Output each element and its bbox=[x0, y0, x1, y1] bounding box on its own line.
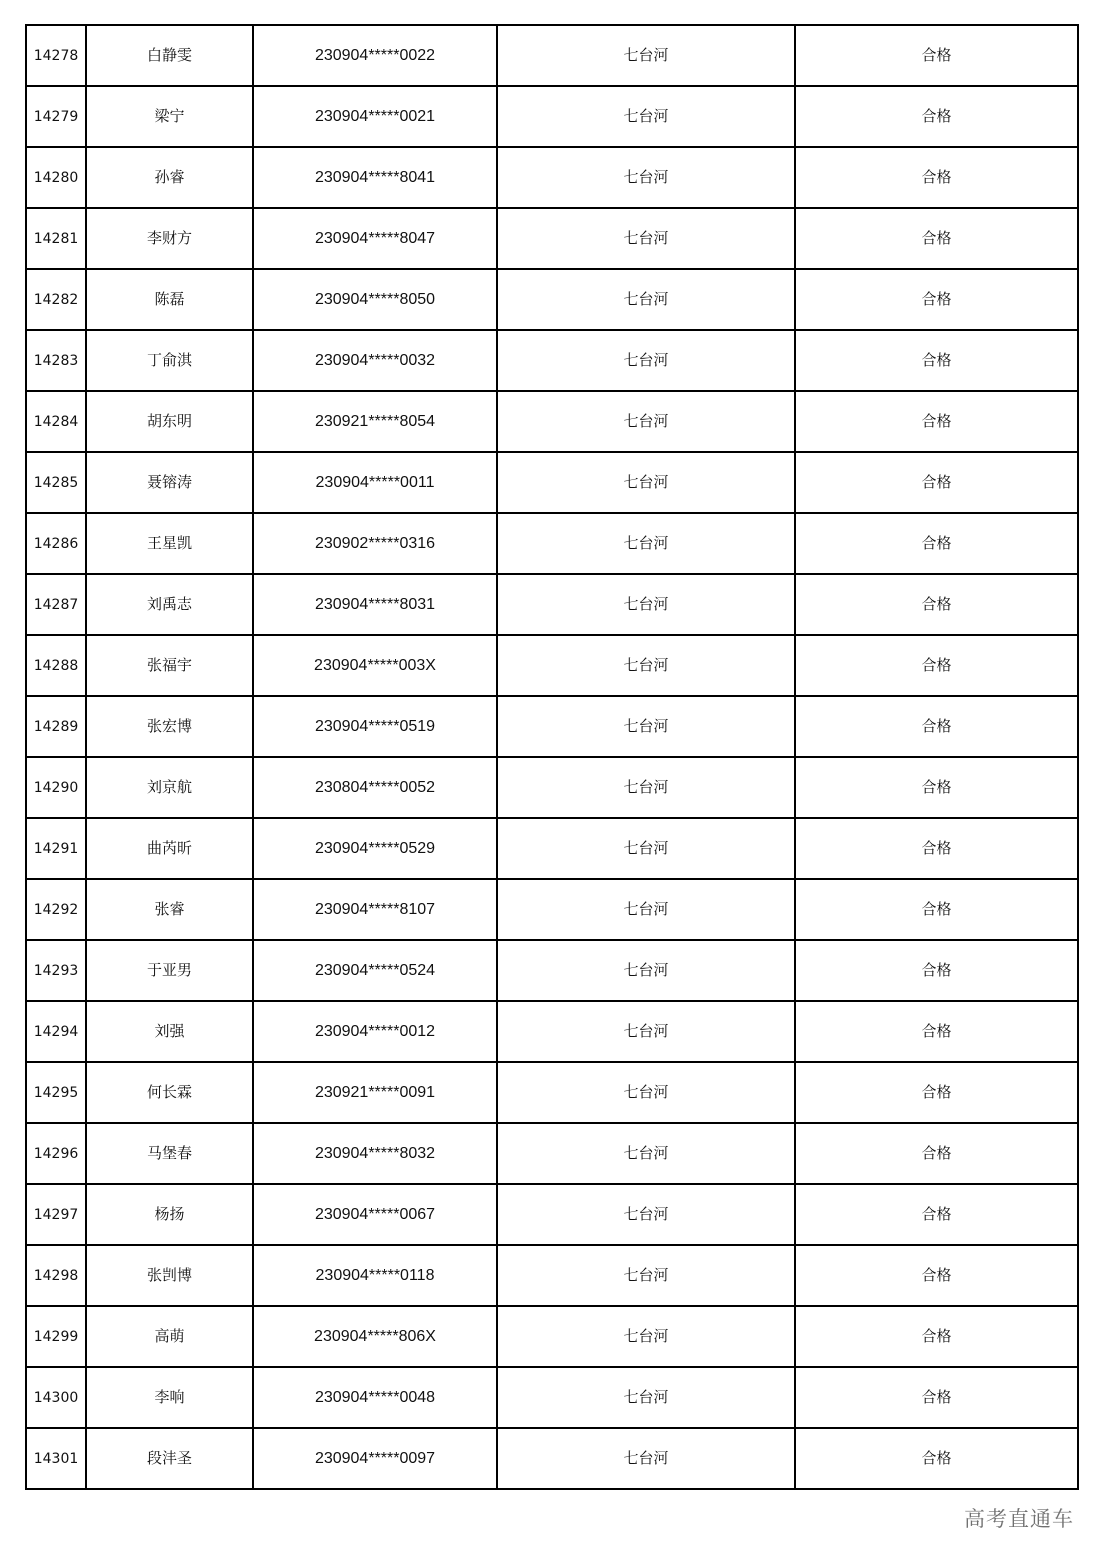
roster-body bbox=[26, 25, 1078, 1489]
candidate-name-cell: 曲芮昕 bbox=[86, 818, 253, 879]
table-row bbox=[26, 1123, 1078, 1184]
row-number-cell: 14292 bbox=[26, 879, 86, 940]
id-number-cell: 230804*****0052 bbox=[253, 757, 497, 818]
candidate-name-cell: 王星凯 bbox=[86, 513, 253, 574]
result-status-cell: 合格 bbox=[795, 1184, 1078, 1245]
candidate-name-cell: 段沣圣 bbox=[86, 1428, 253, 1489]
region-cell: 七台河 bbox=[497, 574, 795, 635]
table-row bbox=[26, 635, 1078, 696]
candidate-name-cell: 刘禹志 bbox=[86, 574, 253, 635]
row-number-cell: 14282 bbox=[26, 269, 86, 330]
candidate-name-cell: 马堡春 bbox=[86, 1123, 253, 1184]
region-cell: 七台河 bbox=[497, 391, 795, 452]
region-cell: 七台河 bbox=[497, 757, 795, 818]
region-cell: 七台河 bbox=[497, 208, 795, 269]
candidate-name-cell: 刘强 bbox=[86, 1001, 253, 1062]
row-number-cell: 14300 bbox=[26, 1367, 86, 1428]
id-number-cell: 230902*****0316 bbox=[253, 513, 497, 574]
table-row bbox=[26, 1428, 1078, 1489]
row-number-cell: 14287 bbox=[26, 574, 86, 635]
table-row bbox=[26, 1306, 1078, 1367]
candidate-name-cell: 杨扬 bbox=[86, 1184, 253, 1245]
result-status-cell: 合格 bbox=[795, 1123, 1078, 1184]
table-row bbox=[26, 86, 1078, 147]
row-number-cell: 14280 bbox=[26, 147, 86, 208]
table-row bbox=[26, 696, 1078, 757]
row-number-cell: 14295 bbox=[26, 1062, 86, 1123]
id-number-cell: 230904*****0032 bbox=[253, 330, 497, 391]
region-cell: 七台河 bbox=[497, 1123, 795, 1184]
table-row bbox=[26, 940, 1078, 1001]
region-cell: 七台河 bbox=[497, 452, 795, 513]
table-row bbox=[26, 1245, 1078, 1306]
table-row bbox=[26, 818, 1078, 879]
row-number-cell: 14294 bbox=[26, 1001, 86, 1062]
table-row bbox=[26, 208, 1078, 269]
candidate-name-cell: 丁俞淇 bbox=[86, 330, 253, 391]
row-number-cell: 14290 bbox=[26, 757, 86, 818]
region-cell: 七台河 bbox=[497, 818, 795, 879]
id-number-cell: 230904*****8032 bbox=[253, 1123, 497, 1184]
result-status-cell: 合格 bbox=[795, 1367, 1078, 1428]
candidate-name-cell: 李财方 bbox=[86, 208, 253, 269]
region-cell: 七台河 bbox=[497, 1062, 795, 1123]
region-cell: 七台河 bbox=[497, 330, 795, 391]
result-status-cell: 合格 bbox=[795, 452, 1078, 513]
row-number-cell: 14301 bbox=[26, 1428, 86, 1489]
region-cell: 七台河 bbox=[497, 1428, 795, 1489]
candidate-name-cell: 孙睿 bbox=[86, 147, 253, 208]
result-status-cell: 合格 bbox=[795, 696, 1078, 757]
table-row bbox=[26, 574, 1078, 635]
id-number-cell: 230904*****0011 bbox=[253, 452, 497, 513]
result-status-cell: 合格 bbox=[795, 330, 1078, 391]
region-cell: 七台河 bbox=[497, 1306, 795, 1367]
result-status-cell: 合格 bbox=[795, 1245, 1078, 1306]
candidate-name-cell: 梁宁 bbox=[86, 86, 253, 147]
table-row bbox=[26, 25, 1078, 86]
candidate-name-cell: 张睿 bbox=[86, 879, 253, 940]
result-status-cell: 合格 bbox=[795, 147, 1078, 208]
row-number-cell: 14284 bbox=[26, 391, 86, 452]
candidate-name-cell: 张剀博 bbox=[86, 1245, 253, 1306]
row-number-cell: 14286 bbox=[26, 513, 86, 574]
id-number-cell: 230921*****8054 bbox=[253, 391, 497, 452]
id-number-cell: 230904*****806X bbox=[253, 1306, 497, 1367]
region-cell: 七台河 bbox=[497, 147, 795, 208]
result-status-cell: 合格 bbox=[795, 940, 1078, 1001]
id-number-cell: 230904*****0012 bbox=[253, 1001, 497, 1062]
table-row bbox=[26, 452, 1078, 513]
row-number-cell: 14296 bbox=[26, 1123, 86, 1184]
row-number-cell: 14297 bbox=[26, 1184, 86, 1245]
region-cell: 七台河 bbox=[497, 1184, 795, 1245]
candidate-name-cell: 张福宇 bbox=[86, 635, 253, 696]
id-number-cell: 230904*****0021 bbox=[253, 86, 497, 147]
row-number-cell: 14283 bbox=[26, 330, 86, 391]
result-status-cell: 合格 bbox=[795, 25, 1078, 86]
row-number-cell: 14298 bbox=[26, 1245, 86, 1306]
result-status-cell: 合格 bbox=[795, 1306, 1078, 1367]
id-number-cell: 230904*****003X bbox=[253, 635, 497, 696]
result-status-cell: 合格 bbox=[795, 1062, 1078, 1123]
id-number-cell: 230904*****0022 bbox=[253, 25, 497, 86]
result-status-cell: 合格 bbox=[795, 86, 1078, 147]
row-number-cell: 14281 bbox=[26, 208, 86, 269]
table-row bbox=[26, 330, 1078, 391]
id-number-cell: 230904*****0519 bbox=[253, 696, 497, 757]
region-cell: 七台河 bbox=[497, 635, 795, 696]
id-number-cell: 230904*****8107 bbox=[253, 879, 497, 940]
id-number-cell: 230904*****8047 bbox=[253, 208, 497, 269]
candidate-name-cell: 刘京航 bbox=[86, 757, 253, 818]
result-status-cell: 合格 bbox=[795, 391, 1078, 452]
result-status-cell: 合格 bbox=[795, 757, 1078, 818]
candidate-name-cell: 高萌 bbox=[86, 1306, 253, 1367]
id-number-cell: 230904*****8041 bbox=[253, 147, 497, 208]
result-status-cell: 合格 bbox=[795, 635, 1078, 696]
region-cell: 七台河 bbox=[497, 1001, 795, 1062]
candidate-name-cell: 李响 bbox=[86, 1367, 253, 1428]
table-row bbox=[26, 269, 1078, 330]
region-cell: 七台河 bbox=[497, 1367, 795, 1428]
row-number-cell: 14279 bbox=[26, 86, 86, 147]
region-cell: 七台河 bbox=[497, 696, 795, 757]
row-number-cell: 14289 bbox=[26, 696, 86, 757]
row-number-cell: 14293 bbox=[26, 940, 86, 1001]
result-status-cell: 合格 bbox=[795, 879, 1078, 940]
watermark: 高考直通车 bbox=[964, 1503, 1074, 1533]
id-number-cell: 230904*****8050 bbox=[253, 269, 497, 330]
row-number-cell: 14291 bbox=[26, 818, 86, 879]
table-row bbox=[26, 1367, 1078, 1428]
table-row bbox=[26, 1184, 1078, 1245]
region-cell: 七台河 bbox=[497, 86, 795, 147]
row-number-cell: 14285 bbox=[26, 452, 86, 513]
table-row bbox=[26, 757, 1078, 818]
result-status-cell: 合格 bbox=[795, 208, 1078, 269]
id-number-cell: 230904*****0048 bbox=[253, 1367, 497, 1428]
id-number-cell: 230904*****0067 bbox=[253, 1184, 497, 1245]
region-cell: 七台河 bbox=[497, 1245, 795, 1306]
candidate-name-cell: 陈磊 bbox=[86, 269, 253, 330]
result-status-cell: 合格 bbox=[795, 574, 1078, 635]
region-cell: 七台河 bbox=[497, 879, 795, 940]
row-number-cell: 14278 bbox=[26, 25, 86, 86]
region-cell: 七台河 bbox=[497, 940, 795, 1001]
id-number-cell: 230921*****0091 bbox=[253, 1062, 497, 1123]
table-row bbox=[26, 391, 1078, 452]
result-status-cell: 合格 bbox=[795, 269, 1078, 330]
table-row bbox=[26, 513, 1078, 574]
candidate-name-cell: 张宏博 bbox=[86, 696, 253, 757]
row-number-cell: 14288 bbox=[26, 635, 86, 696]
row-number-cell: 14299 bbox=[26, 1306, 86, 1367]
candidate-name-cell: 于亚男 bbox=[86, 940, 253, 1001]
candidate-name-cell: 胡东明 bbox=[86, 391, 253, 452]
roster-table bbox=[25, 24, 1079, 1490]
candidate-name-cell: 何长霖 bbox=[86, 1062, 253, 1123]
id-number-cell: 230904*****0097 bbox=[253, 1428, 497, 1489]
id-number-cell: 230904*****0118 bbox=[253, 1245, 497, 1306]
table-row bbox=[26, 147, 1078, 208]
result-status-cell: 合格 bbox=[795, 818, 1078, 879]
table-row bbox=[26, 879, 1078, 940]
candidate-name-cell: 聂镕涛 bbox=[86, 452, 253, 513]
id-number-cell: 230904*****8031 bbox=[253, 574, 497, 635]
candidate-name-cell: 白静雯 bbox=[86, 25, 253, 86]
region-cell: 七台河 bbox=[497, 269, 795, 330]
result-status-cell: 合格 bbox=[795, 1428, 1078, 1489]
region-cell: 七台河 bbox=[497, 25, 795, 86]
result-status-cell: 合格 bbox=[795, 513, 1078, 574]
id-number-cell: 230904*****0524 bbox=[253, 940, 497, 1001]
region-cell: 七台河 bbox=[497, 513, 795, 574]
result-status-cell: 合格 bbox=[795, 1001, 1078, 1062]
table-row bbox=[26, 1001, 1078, 1062]
table-row bbox=[26, 1062, 1078, 1123]
id-number-cell: 230904*****0529 bbox=[253, 818, 497, 879]
